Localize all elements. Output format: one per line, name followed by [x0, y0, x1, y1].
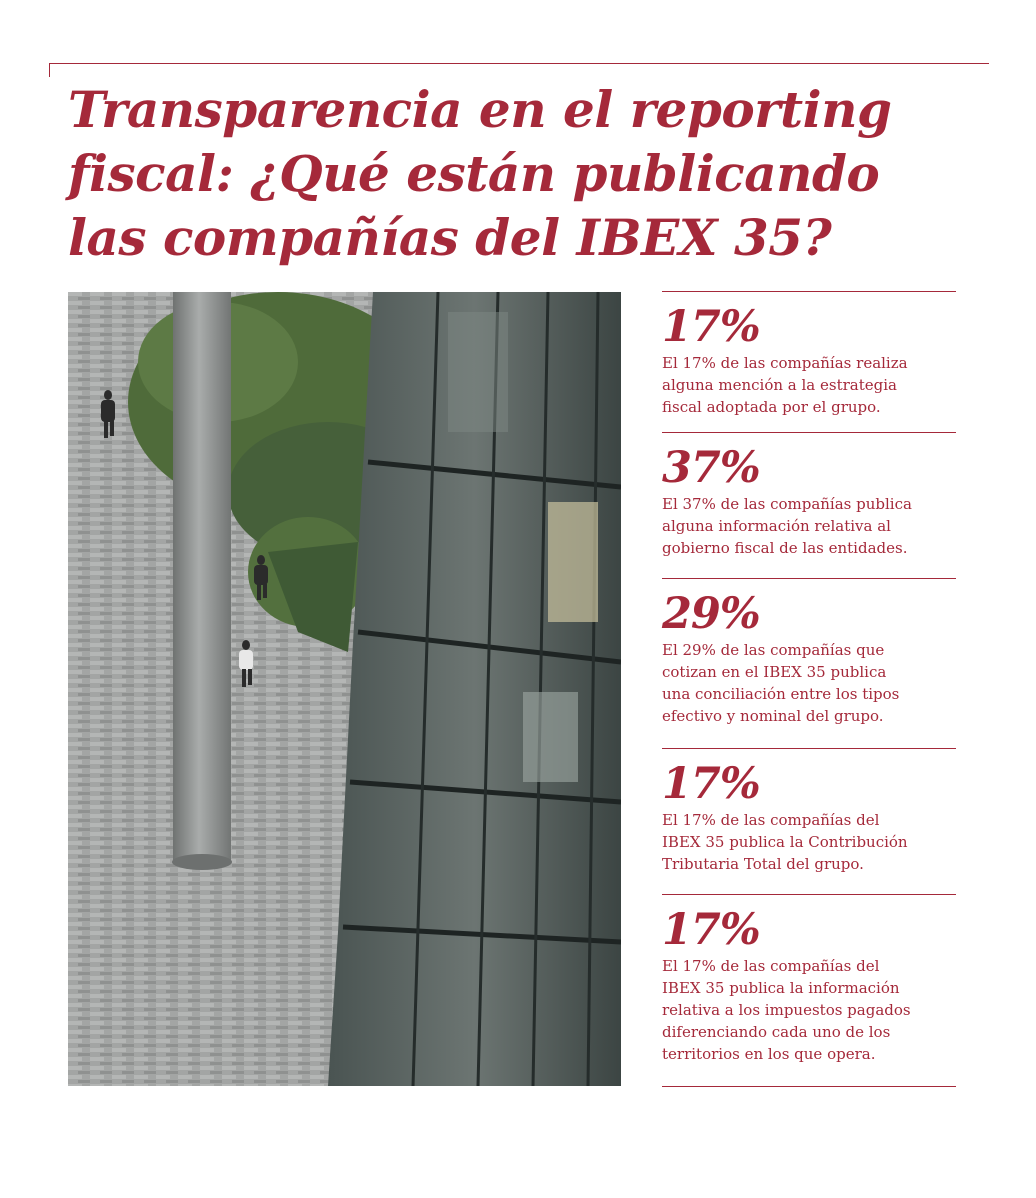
- stat-line: alguna mención a la estrategia: [662, 376, 897, 394]
- stat-value: 17%: [662, 759, 760, 809]
- stat-line: IBEX 35 publica la información: [662, 979, 900, 997]
- stat-line: efectivo y nominal del grupo.: [662, 707, 884, 725]
- building-photo-illustration: [68, 292, 621, 1086]
- stat-line: relativa a los impuestos pagados: [662, 1001, 911, 1019]
- stat-item: [662, 894, 956, 1087]
- stat-line: El 37% de las compañías publica: [662, 495, 912, 513]
- stat-item: [662, 578, 956, 748]
- stat-line: una conciliación entre los tipos: [662, 685, 900, 703]
- statistics-list: [662, 291, 956, 1087]
- stat-line: alguna información relativa al: [662, 517, 891, 535]
- title-line-1: Transparencia en el reporting: [68, 80, 892, 139]
- stat-line: El 17% de las compañías realiza: [662, 354, 908, 372]
- stat-line: territorios en los que opera.: [662, 1045, 876, 1063]
- building-photo: [68, 292, 621, 1086]
- stat-item: [662, 748, 956, 894]
- stat-line: diferenciando cada uno de los: [662, 1023, 891, 1041]
- glass-facade: [328, 292, 621, 1086]
- stat-value: 17%: [662, 302, 760, 352]
- page-title: [68, 78, 968, 270]
- stat-item: [662, 432, 956, 578]
- stat-line: fiscal adoptada por el grupo.: [662, 398, 881, 416]
- stat-line: El 29% de las compañías que: [662, 641, 885, 659]
- stat-description: [662, 639, 956, 727]
- stat-item: [662, 291, 956, 432]
- stat-description: [662, 809, 956, 875]
- stat-description: [662, 955, 956, 1065]
- stat-line: Tributaria Total del grupo.: [662, 855, 864, 873]
- corner-rule: [49, 63, 989, 77]
- title-line-2: fiscal: ¿Qué están publicando: [68, 144, 880, 203]
- stat-value: 37%: [662, 443, 760, 493]
- stat-line: El 17% de las compañías del: [662, 811, 880, 829]
- concrete-pillar: [173, 292, 231, 862]
- stat-line: gobierno fiscal de las entidades.: [662, 539, 908, 557]
- stat-line: IBEX 35 publica la Contribución: [662, 833, 908, 851]
- title-line-3: las compañías del IBEX 35?: [68, 208, 832, 267]
- stat-line: cotizan en el IBEX 35 publica: [662, 663, 887, 681]
- stat-value: 29%: [662, 589, 760, 639]
- stat-line: El 17% de las compañías del: [662, 957, 880, 975]
- stat-value: 17%: [662, 905, 760, 955]
- stat-description: [662, 352, 956, 418]
- stat-description: [662, 493, 956, 559]
